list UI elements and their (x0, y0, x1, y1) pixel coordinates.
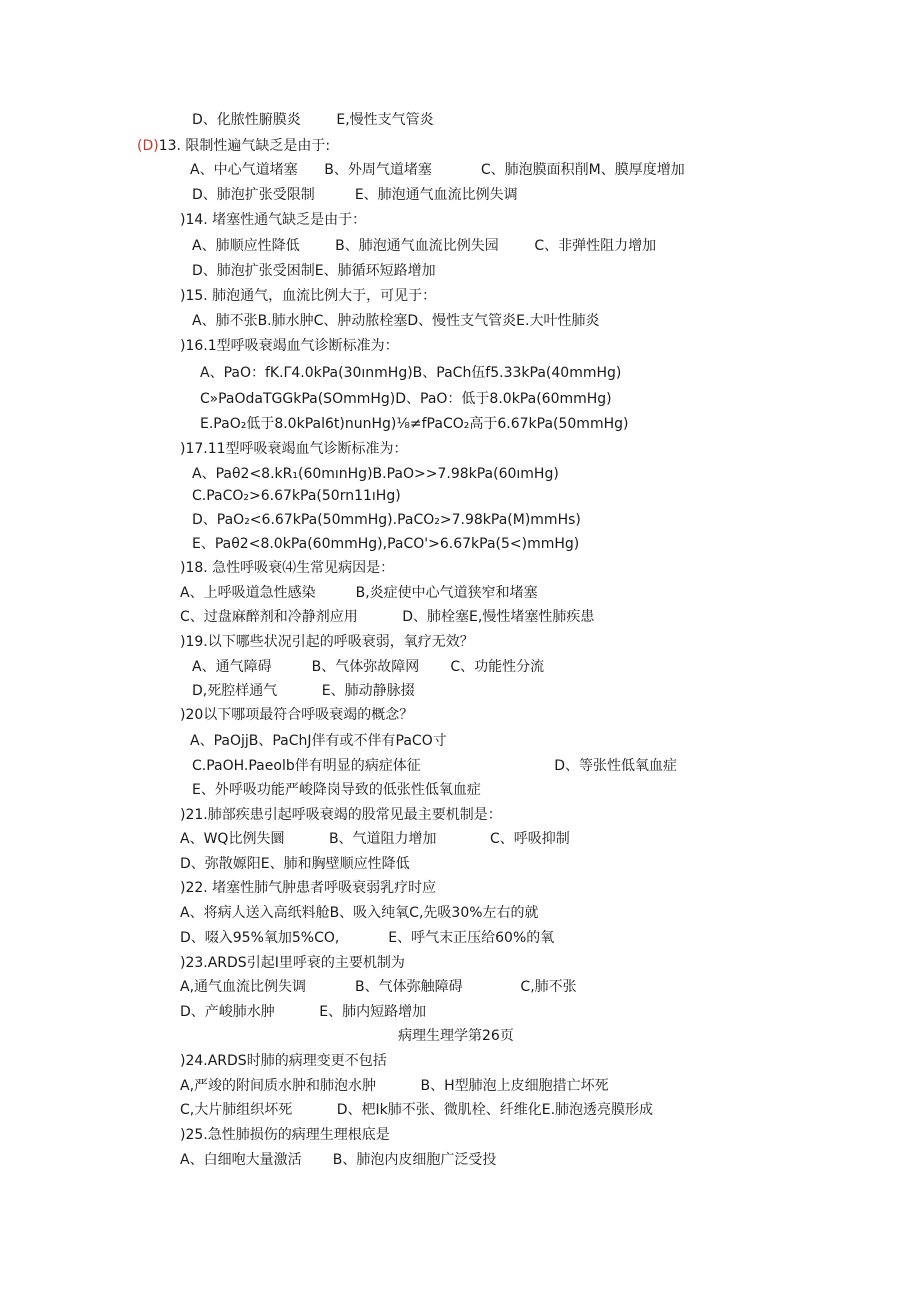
q22-options-2: D、啜入95%氧加5%CO, E、呼气末正压给60%的氧 (180, 930, 555, 946)
q19-stem: )19.以下哪些状况引起的呼吸衰弱，氧疗无效？ (180, 634, 474, 650)
q23-options-2: D、产峻肺水肿 E、肺内短路增加 (180, 1004, 427, 1020)
q17-options-2: C.PaCO₂>6.67kPa(50rn11ıHg) (192, 488, 401, 504)
q20-options-3: E、外呼吸功能严峻降岗导致的低张性低氧血症 (192, 782, 481, 798)
q15-stem: )15. 肺泡通气，血流比例大于，可见于： (180, 288, 437, 304)
q25-options-1: A、白细咆大量激活 B、肺泡内皮细胞广泛受投 (180, 1152, 497, 1168)
q13-stem (137, 137, 330, 155)
q22-stem: )22. 堵塞性肺气肿患者呼吸衰弱乳疗时应 (180, 880, 437, 896)
q21-options-1: A、WQ比例失圜 B、气道阻力增加 C、呼吸抑制 (180, 831, 570, 847)
q15-options-1: A、肺不张B.肺水肿C、肿动脓栓塞D、慢性支气管炎E.大叶性肺炎 (192, 313, 600, 329)
q14-options-2: D、肺泡扩张受困制E、肺循环短路增加 (192, 263, 436, 279)
q18-options-1: A、上呼吸道急性感染 B,炎症使中心气道狭窄和堵塞 (180, 585, 538, 601)
q17-options-1: A、Paθ2<8.kR₁(60mınHg)B.PaO>>7.98kPa(60ımHg) (192, 466, 559, 482)
q18-stem: )18. 急性呼吸衰⑷生常见病因是： (180, 560, 395, 576)
q19-options-2: D,死腔样通气 E、肺动静脉掇 (192, 683, 415, 699)
q21-stem: )21.肺部疾患引起呼吸衰竭的股常见最主要机制是： (180, 807, 502, 823)
q13-answer: (D) (137, 138, 159, 154)
q20-options-2: C.PaOH.Paeolb伴有明显的病症体征 D、等张性低氧血症 (192, 758, 678, 774)
q25-stem: )25.急性肺损伤的病理生理根底是 (180, 1127, 390, 1143)
q14-stem: )14. 堵塞性通气缺乏是由于： (180, 212, 367, 228)
q24-options-1: A,严竣的附间质水肿和肺泡水肿 B、H型肺泡上皮细胞措亡坏死 (180, 1078, 609, 1094)
q14-options-1: A、肺顺应性降低 B、肺泡通气血流比例失园 C、非弹性阻力增加 (192, 238, 657, 254)
q24-stem: )24.ARDS时肺的病理变更不包括 (180, 1053, 387, 1069)
q16-options-3: E.PaO₂低于8.0kPal6t)nunHg)⅛≠fPaCO₂高于6.67kPa(50mmHg) (200, 416, 629, 432)
q17-stem: )17.11型呼吸衰竭血气诊断标准为： (180, 441, 408, 457)
q16-options-1: A、PaO：fK.Γ4.0kPa(30ınmHg)B、PaCh伍f5.33kPa(40mmHg) (200, 365, 622, 381)
q23-options-1: A,通气血流比例失调 B、气体弥触障碍 C,肺不张 (180, 979, 577, 995)
q24-options-2: C,大片肺组织坏死 D、杷Ik肺不张、微肌栓、纤维化E.肺泡透亮膜形成 (180, 1102, 654, 1118)
q13-options-2: D、肺泡扩张受限制 E、肺泡通气血流比例失调 (192, 187, 518, 203)
q18-options-2: C、过盘麻醉剂和冷静剂应用 D、肺栓塞E,慢性堵塞性肺疾患 (180, 609, 595, 625)
q21-options-2: D、弥散嫄阳E、肺和胸壁顺应性降低 (180, 856, 410, 872)
q20-options-1: A、PaOjjB、PaChJ伴有或不伴有PaCO寸 (190, 733, 447, 749)
q16-options-2: C»PaOdaTGGkPa(SOmmHg)D、PaO：低于8.0kPa(60mmHg) (200, 391, 612, 407)
q23-stem: )23.ARDS引起I里呼衰的主要机制为 (180, 955, 405, 971)
q16-stem: )16.1型呼吸衰竭血气诊断标准为： (180, 338, 399, 354)
q17-options-3: D、PaO₂<6.67kPa(50mmHg).PaCO₂>7.98kPa(M)mmHs) (192, 512, 581, 528)
q17-options-4: E、Paθ2<8.0kPa(60mmHg),PaCO'>6.67kPa(5<)mmHg) (192, 536, 580, 552)
q20-stem: )20以下哪项最符合呼吸衰竭的概念？ (180, 707, 414, 723)
q13-options-1: A、中心气道堵塞 B、外周气道堵塞 C、肺泡膜面积削M、膜厚度增加 (190, 162, 685, 178)
q12-options-tail: D、化脓性腑膜炎 E,慢性支气管炎 (192, 112, 434, 128)
page-footer: 病理生理学第26页 (398, 1028, 514, 1044)
q13-stem-text: 13. 限制性遍气缺乏是由于: (158, 138, 331, 154)
q19-options-1: A、通气障碍 B、气体弥故障网 C、功能性分流 (192, 659, 545, 675)
q22-options-1: A、将病人送入高纸料舱B、吸入纯氧C,先吸30%左右的就 (180, 905, 539, 921)
